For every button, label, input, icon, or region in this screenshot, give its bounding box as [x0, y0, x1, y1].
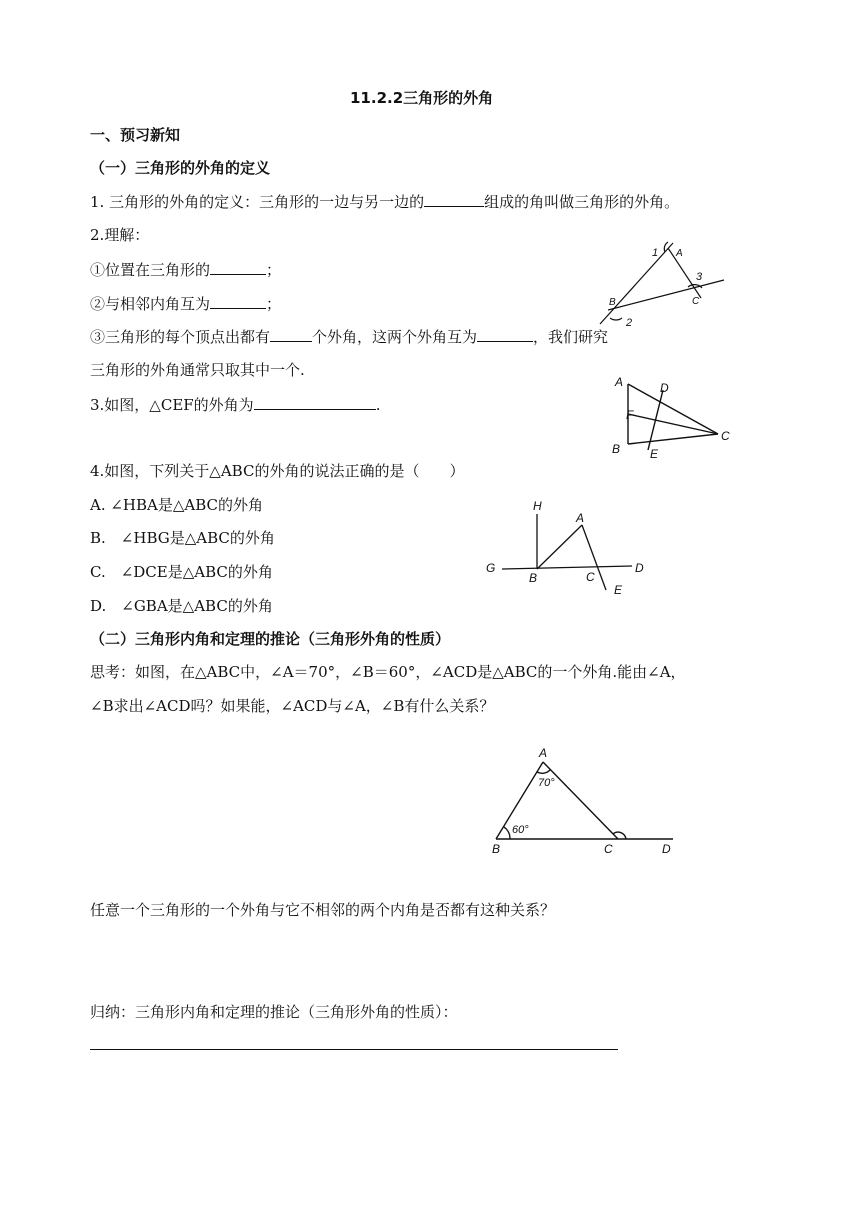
q2-l2-pre: ②与相邻内角互为 [90, 295, 211, 313]
fig1-label-3: 3 [696, 271, 703, 283]
summary-text: 归纳：三角形内角和定理的推论（三角形外角的性质）： [90, 1003, 458, 1021]
fig4-label-angle-a: 70° [538, 777, 555, 789]
fig4-arc-b [504, 827, 510, 839]
question-2-line1 [90, 259, 281, 280]
option-b[interactable]: B. ∠HBG是△ABC的外角 [90, 529, 275, 547]
question-2-line3 [90, 326, 608, 347]
q2-l3-mid: 个外角，这两个外角互为 [312, 328, 478, 346]
q3-text-pre: 3.如图，△CEF的外角为 [90, 396, 254, 414]
q2-l1-pre: ①位置在三角形的 [90, 261, 211, 279]
q2-l1-post: ； [266, 261, 282, 279]
question-2-line4: 三角形的外角通常只取其中一个. [90, 361, 305, 379]
q1-blank[interactable] [424, 191, 484, 207]
fig4-label-angle-b: 60° [512, 824, 529, 836]
fig3-label-b: B [529, 571, 538, 585]
fig4-label-c: C [604, 842, 613, 856]
fig3-label-c: C [586, 570, 595, 584]
q2-l2-blank[interactable] [210, 293, 266, 309]
figure-triangle-70-60 [488, 738, 688, 860]
q1-text-pre: 1. 三角形的外角的定义：三角形的一边与另一边的 [90, 193, 425, 211]
fig3-label-d: D [635, 561, 644, 575]
option-c[interactable]: C. ∠DCE是△ABC的外角 [90, 563, 273, 581]
fig4-label-d: D [662, 842, 671, 856]
fig3-label-h: H [533, 499, 542, 513]
fig3-line-g-d [502, 566, 632, 569]
fig1-line-a-b [600, 243, 673, 324]
q2-l3-post: ，我们研究 [533, 328, 609, 346]
fig4-arc-a [537, 770, 550, 773]
fig1-label-1: 1 [652, 247, 659, 259]
fig2-label-b: B [612, 442, 621, 456]
fig1-label-2: 2 [626, 317, 633, 329]
fig4-line-a-c [543, 762, 618, 839]
fig2-line-b-c [628, 434, 718, 444]
q2-l2-post: ； [266, 295, 282, 313]
question-2-heading: 2.理解： [90, 226, 150, 244]
page-title: 11.2.2三角形的外角 [350, 89, 494, 107]
q3-text-post: . [375, 396, 381, 414]
question-4-stem: 4.如图，下列关于△ABC的外角的说法正确的是（ ） [90, 462, 465, 480]
fig4-label-a: A [539, 746, 548, 760]
figure-abc-exterior-options [482, 498, 652, 598]
part2-heading: （二）三角形内角和定理的推论（三角形外角的性质） [90, 630, 451, 648]
think-line1: 思考：如图，在△ABC中，∠A＝70°，∠B＝60°，∠ACD是△ABC的一个外角.能由∠A， [90, 663, 686, 681]
q1-text-post: 组成的角叫做三角形的外角。 [484, 193, 680, 211]
option-d[interactable]: D. ∠GBA是△ABC的外角 [90, 597, 273, 615]
figure-exterior-angles [588, 238, 728, 328]
option-a[interactable]: A. ∠HBA是△ABC的外角 [90, 496, 264, 514]
answer-line[interactable] [90, 1049, 618, 1050]
relation-question: 任意一个三角形的一个外角与它不相邻的两个内角是否都有这种关系？ [90, 901, 556, 919]
fig1-label-b: B [609, 297, 616, 308]
fig4-label-b: B [492, 842, 501, 856]
q2-l3-pre: ③三角形的每个顶点出都有 [90, 328, 271, 346]
q2-l3-blank1[interactable] [270, 326, 312, 342]
fig3-label-e: E [614, 583, 623, 597]
q2-l3-blank2[interactable] [477, 326, 533, 342]
part1-heading: （一）三角形的外角的定义 [90, 159, 271, 177]
fig2-line-f-c [628, 414, 718, 434]
fig3-label-g: G [486, 561, 496, 575]
fig2-label-a: A [615, 375, 624, 389]
question-3 [90, 394, 380, 415]
fig1-label-c: C [692, 296, 700, 307]
fig2-line-a-c [628, 384, 718, 434]
q3-blank[interactable] [254, 394, 376, 410]
fig3-label-a: A [576, 511, 585, 525]
fig2-label-e: E [650, 447, 659, 461]
fig1-arc-2 [610, 318, 622, 320]
think-line2: ∠B求出∠ACD吗？如果能，∠ACD与∠A，∠B有什么关系？ [90, 697, 495, 715]
fig1-label-a: A [676, 248, 683, 259]
question-2-line2 [90, 293, 281, 314]
section-heading-preview: 一、预习新知 [90, 126, 181, 144]
fig2-label-c: C [721, 429, 730, 443]
question-1 [90, 191, 679, 212]
fig3-line-b-a [537, 525, 582, 569]
q2-l1-blank[interactable] [210, 259, 266, 275]
fig2-label-d: D [660, 381, 669, 395]
figure-triangle-cef [608, 372, 738, 462]
fig2-label-f: F [626, 408, 634, 422]
